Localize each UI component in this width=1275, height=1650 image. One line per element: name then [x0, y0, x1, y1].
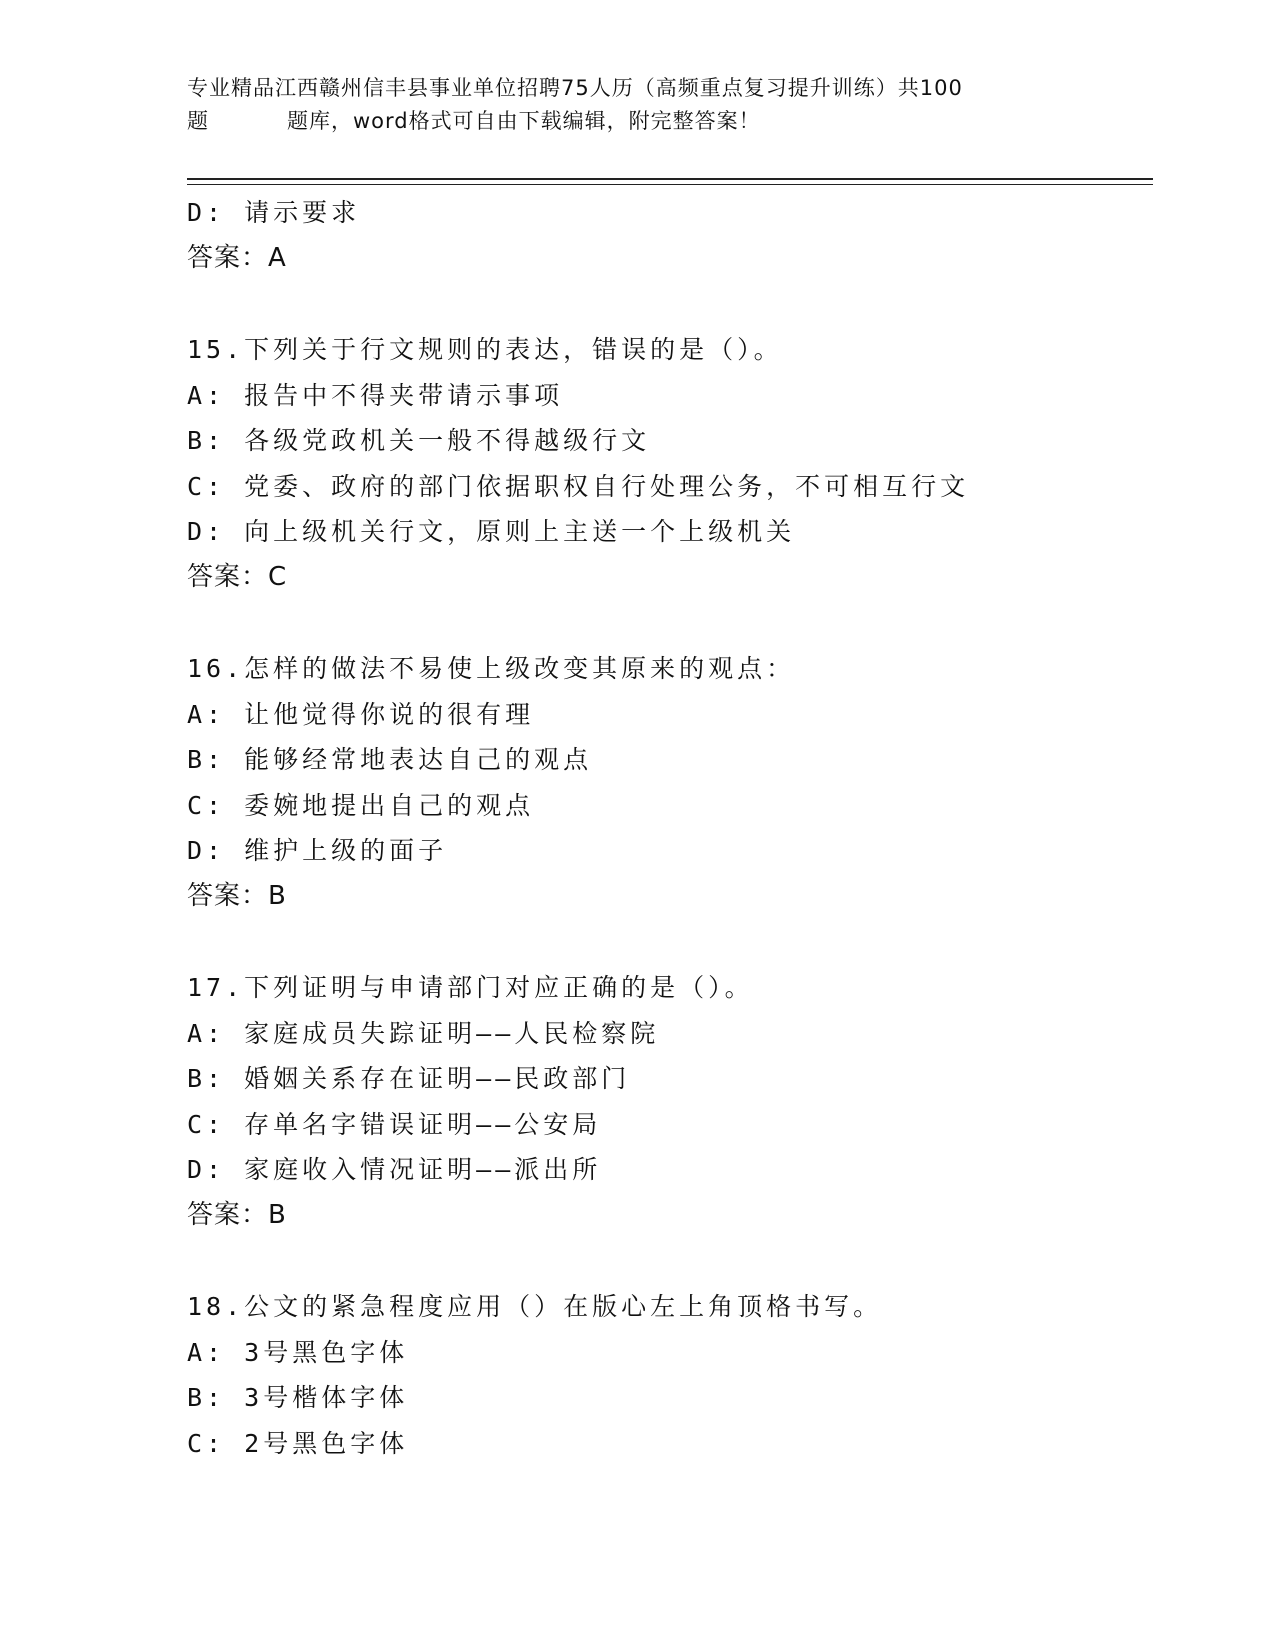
question-17-stem: 17.下列证明与申请部门对应正确的是（）。 [187, 973, 754, 1002]
question-16-stem: 16.怎样的做法不易使上级改变其原来的观点： [187, 654, 796, 683]
spacer [187, 281, 1153, 327]
question-16-option-b: B: 能够经常地表达自己的观点 [187, 745, 593, 774]
header-divider-thick [187, 178, 1153, 180]
question-17-option-d: D: 家庭收入情况证明——派出所 [187, 1155, 602, 1184]
question-18-stem: 18.公文的紧急程度应用（）在版心左上角顶格书写。 [187, 1292, 883, 1321]
question-16-option-d: D: 维护上级的面子 [187, 836, 448, 865]
question-15-stem: 15.下列关于行文规则的表达，错误的是（）。 [187, 335, 783, 364]
continued-option-d: D: 请示要求 [187, 198, 361, 227]
spacer [187, 1238, 1153, 1284]
question-17-option-c: C: 存单名字错误证明——公安局 [187, 1109, 602, 1139]
question-content [187, 190, 1153, 1466]
spacer [187, 600, 1153, 646]
question-17-answer: 答案：B [187, 1199, 287, 1230]
spacer [187, 919, 1153, 965]
header-subtitle-left: 题 [187, 109, 209, 133]
question-15-option-c: C: 党委、政府的部门依据职权自行处理公务，不可相互行文 [187, 471, 970, 501]
header-divider-thin [187, 184, 1153, 185]
document-header [187, 72, 1087, 138]
header-subtitle-line [187, 105, 1087, 138]
question-18-option-a: A: 3号黑色字体 [187, 1337, 409, 1367]
question-15-option-a: A: 报告中不得夹带请示事项 [187, 380, 564, 410]
question-16-option-a: A: 让他觉得你说的很有理 [187, 699, 535, 729]
question-18-option-c: C: 2号黑色字体 [187, 1428, 409, 1458]
header-subtitle-right: 题库，word格式可自由下载编辑，附完整答案！ [287, 109, 761, 133]
question-15-answer: 答案：C [187, 561, 288, 592]
continued-answer: 答案：A [187, 242, 287, 273]
question-16-answer: 答案：B [187, 880, 287, 911]
question-15-option-d: D: 向上级机关行文，原则上主送一个上级机关 [187, 517, 796, 546]
header-title-line: 专业精品江西赣州信丰县事业单位招聘75人历（高频重点复习提升训练）共100 [187, 76, 963, 100]
question-18-option-b: B: 3号楷体字体 [187, 1383, 409, 1412]
question-17-option-b: B: 婚姻关系存在证明——民政部门 [187, 1064, 631, 1093]
question-17-option-a: A: 家庭成员失踪证明——人民检察院 [187, 1018, 660, 1048]
question-15-option-b: B: 各级党政机关一般不得越级行文 [187, 426, 651, 455]
question-16-option-c: C: 委婉地提出自己的观点 [187, 790, 535, 820]
